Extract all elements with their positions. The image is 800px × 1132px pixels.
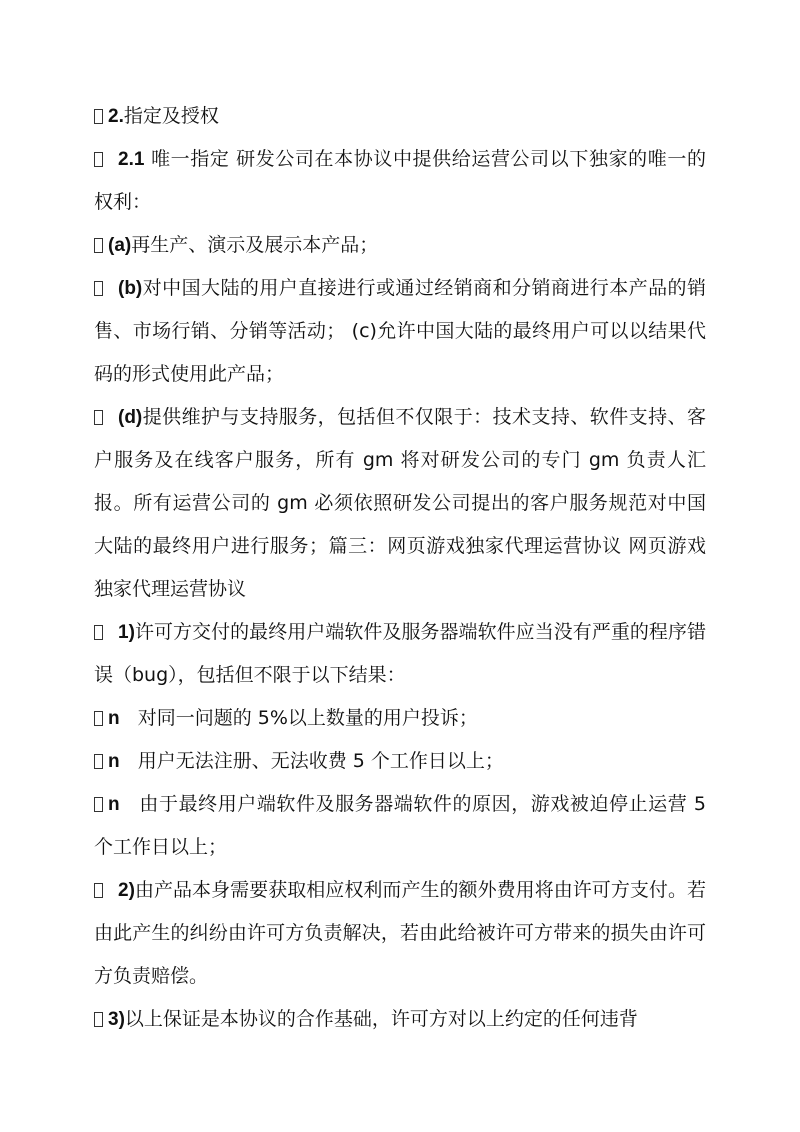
paragraph-text: 指定及授权 <box>123 105 219 127</box>
paragraph-lead: (b) <box>118 278 143 299</box>
paragraph-lead: n <box>108 794 120 815</box>
bullet-icon <box>94 281 103 296</box>
paragraph-lead: 2.1 <box>118 149 145 170</box>
bullet-icon <box>94 1012 103 1027</box>
paragraph-section-title <box>94 95 706 138</box>
paragraph-text: 对同一问题的 5%以上数量的用户投诉； <box>119 707 478 729</box>
paragraph-clause <box>94 138 706 224</box>
paragraph-clause <box>94 998 706 1041</box>
paragraph-text: 以上保证是本协议的合作基础，许可方对以上约定的任何违背 <box>124 1008 638 1030</box>
paragraph-text: 再生产、演示及展示本产品； <box>131 234 379 256</box>
paragraph-lead: (d) <box>118 407 143 428</box>
paragraph-clause <box>94 611 706 697</box>
bullet-icon <box>94 711 103 726</box>
bullet-icon <box>94 754 103 769</box>
paragraph-lead: n <box>108 708 120 729</box>
paragraph-clause <box>94 396 706 611</box>
paragraph-lead: 2. <box>108 106 124 127</box>
bullet-icon <box>94 238 103 253</box>
paragraph-list-item <box>94 740 706 783</box>
paragraph-lead: 1) <box>118 622 135 643</box>
paragraph-lead: 2) <box>118 880 135 901</box>
paragraph-list-item <box>94 783 713 869</box>
bullet-icon <box>94 410 103 425</box>
bullet-icon <box>94 625 103 640</box>
bullet-icon <box>94 109 103 124</box>
paragraph-text: 唯一指定 研发公司在本协议中提供给运营公司以下独家的唯一的权利： <box>94 148 706 213</box>
bullet-icon <box>94 152 103 167</box>
paragraph-clause <box>94 224 706 267</box>
paragraph-text: 许可方交付的最终用户端软件及服务器端软件应当没有严重的程序错误（bug），包括但不限于以下结果： <box>94 621 706 686</box>
bullet-icon <box>94 797 103 812</box>
paragraph-lead: n <box>108 751 120 772</box>
paragraph-lead: (a) <box>108 235 132 256</box>
paragraph-text: 由产品本身需要获取相应权利而产生的额外费用将由许可方支付。若由此产生的纠纷由许可方负责解决，若由此给被许可方带来的损失由许可方负责赔偿。 <box>94 879 706 987</box>
bullet-icon <box>94 883 103 898</box>
paragraph-lead: 3) <box>108 1009 125 1030</box>
paragraph-text: 由于最终用户端软件及服务器端软件的原因，游戏被迫停止运营 5 个工作日以上； <box>94 793 713 858</box>
paragraph-text: 对中国大陆的用户直接进行或通过经销商和分销商进行本产品的销售、市场行销、分销等活动； (c)允许中国大陆的最终用户可以以结果代码的形式使用此产品； <box>94 277 706 385</box>
paragraph-text: 用户无法注册、无法收费 5 个工作日以上； <box>119 750 504 772</box>
paragraph-clause <box>94 869 706 998</box>
paragraph-list-item <box>94 697 706 740</box>
paragraph-clause <box>94 267 706 396</box>
paragraph-text: 提供维护与支持服务，包括但不仅限于：技术支持、软件支持、客户服务及在线客户服务，所有 gm 将对研发公司的专门 gm 负责人汇报。所有运营公司的 gm 必须依照研发公司提出的客户服务规范对中国大陆的最终用户进行服务；篇三：网页游戏独家代理运营协议 网页游戏独家代理运营协议 <box>94 406 706 600</box>
